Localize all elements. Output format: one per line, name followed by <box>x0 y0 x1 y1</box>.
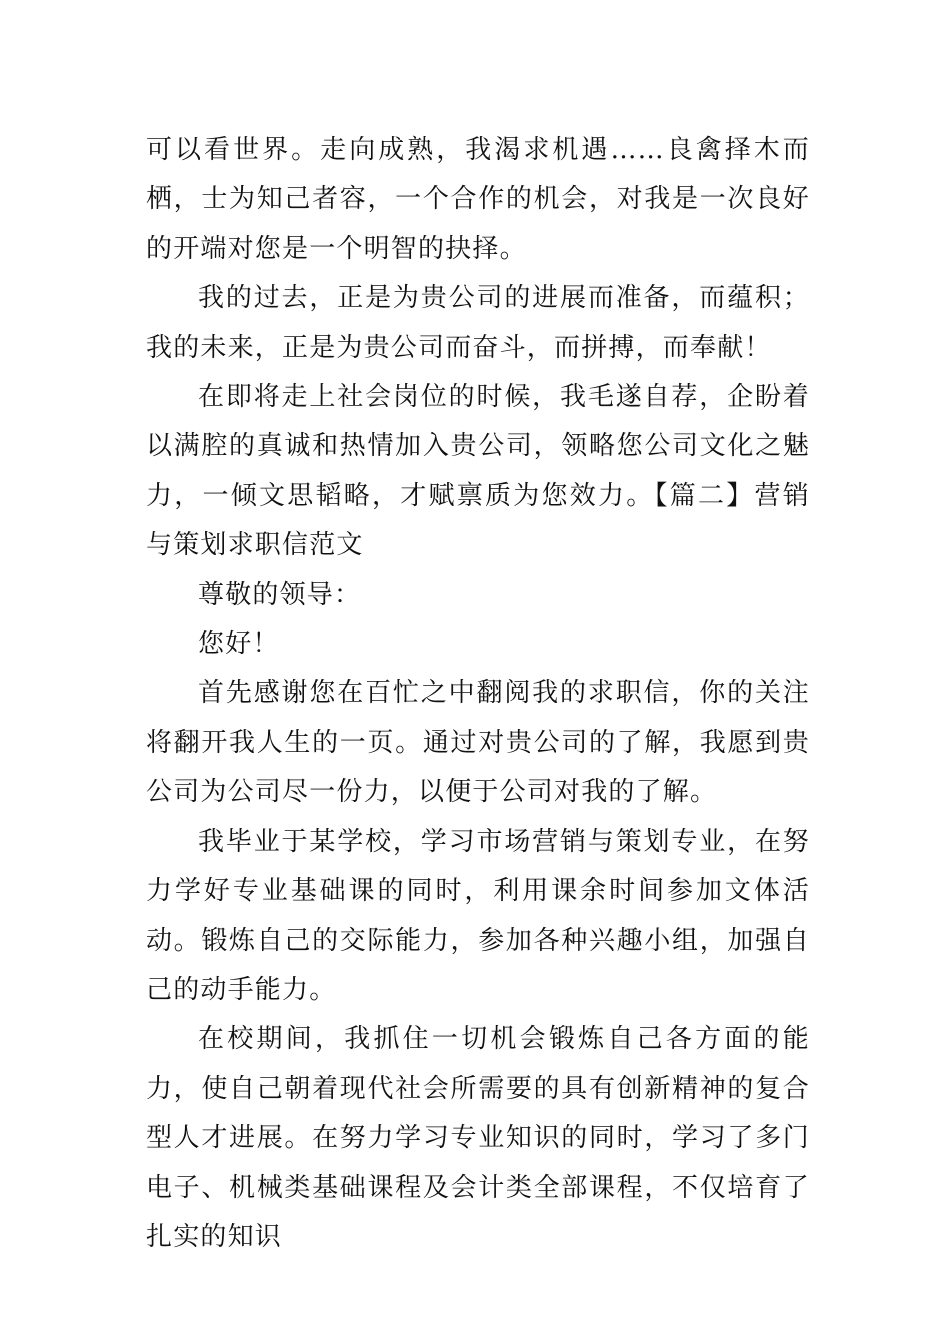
paragraph-6: 首先感谢您在百忙之中翻阅我的求职信，你的关注将翻开我人生的一页。通过对贵公司的了解，我愿到贵公司为公司尽一份力，以便于公司对我的了解。 <box>146 678 810 808</box>
paragraph-1: 可以看世界。走向成熟，我渴求机遇……良禽择木而栖，士为知己者容，一个合作的机会，对我是一次良好的开端对您是一个明智的抉择。 <box>146 135 810 264</box>
paragraph-2: 我的过去，正是为贵公司的进展而准备，而蕴积；我的未来，正是为贵公司而奋斗，而拼搏，而奉献！ <box>146 283 810 363</box>
paragraph-8: 在校期间，我抓住一切机会锻炼自己各方面的能力，使自己朝着现代社会所需要的具有创新精神的复合型人才进展。在努力学习专业知识的同时，学习了多门电子、机械类基础课程及会计类全部课程，不仅培育了扎实的知识 <box>146 1024 810 1252</box>
paragraph-7: 我毕业于某学校，学习市场营销与策划专业，在努力学好专业基础课的同时，利用课余时间参加文体活动。锻炼自己的交际能力，参加各种兴趣小组，加强自己的动手能力。 <box>146 826 810 1005</box>
document-body <box>146 126 810 1262</box>
greeting: 您好！ <box>198 629 280 660</box>
salutation: 尊敬的领导： <box>198 579 362 610</box>
paragraph-3: 在即将走上社会岗位的时候，我毛遂自荐，企盼着以满腔的真诚和热情加入贵公司，领略您公司文化之魅力，一倾文思韬略，才赋禀质为您效力。【篇二】营销与策划求职信范文 <box>146 382 810 561</box>
